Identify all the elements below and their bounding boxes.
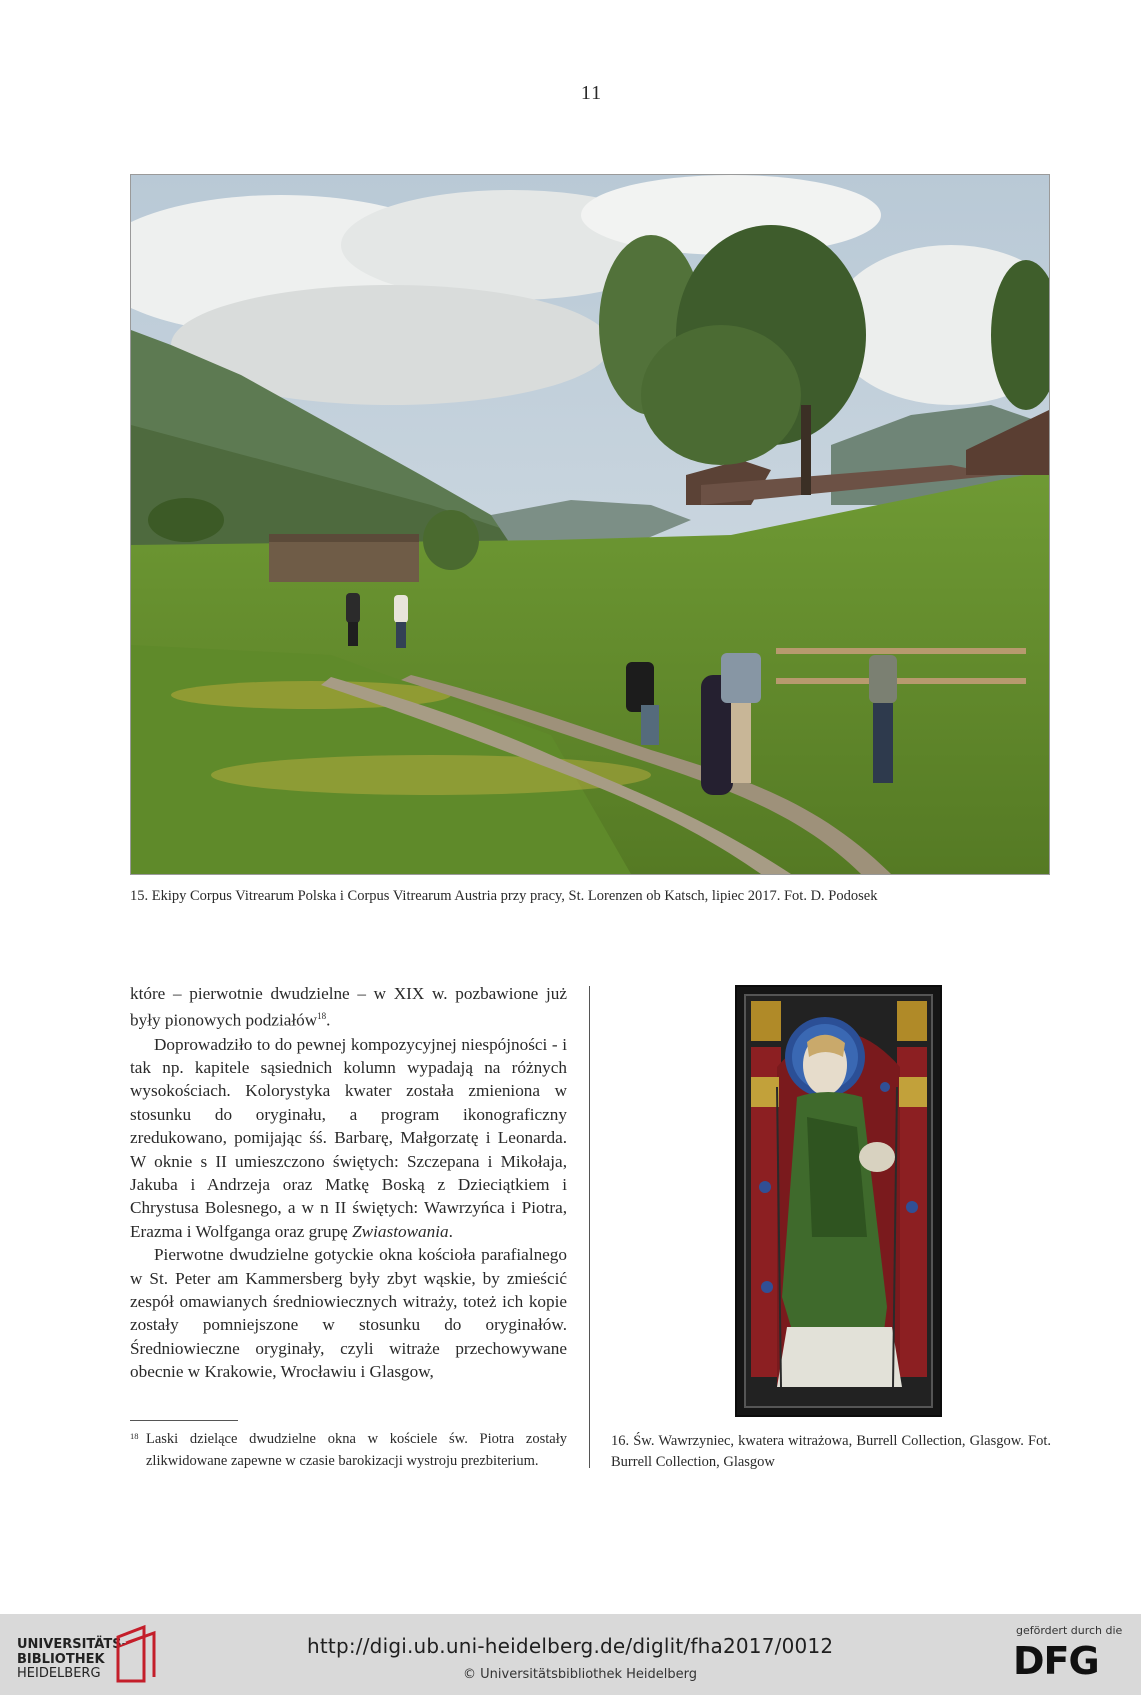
- paragraph-2: Doprowadziło to do pewnej kompozycyjnej niespójności - i tak np. kapitele sąsiednich kolumn wypadają na różnych wysokościach. Kolorystyka kwater została zmieniona w stosunku do oryginału, a program ikonograficzny zredukowano, pomijając śś. Barbarę, Małgorzatę i Leonarda. W oknie s II umieszczono świętych: Szczepana i Mikołaja, Jakuba i Andrzeja oraz Matkę Boską z Dzieciątkiem i Chrystusa Bolesnego, a w n II świętych: Wawrzyńca i Piotra, Erazma i Wolfganga oraz grupę Zwiastowania.: [130, 1034, 567, 1241]
- paragraph-1: które – pierwotnie dwudzielne – w XIX w. pozbawione już były pionowych podziałów$^{18}$.: [130, 984, 567, 1031]
- funding-label: gefördert durch die: [1016, 1624, 1123, 1637]
- copyright-notice: © Universitätsbibliothek Heidelberg: [463, 1667, 698, 1682]
- footer-bar: [0, 1614, 1141, 1695]
- footnote-ref-18: 18: [317, 1011, 327, 1022]
- paragraph-3: Pierwotne dwudzielne gotyckie okna kościoła parafialnego w St. Peter am Kammersberg były zbyt wąskie, by zmieścić zespół omawianych średniowiecznych witraży, toteż ich kopie zostały pomniejszone w stosunku do oryginałów. Średniowieczne oryginały, czyli witraże przechowywane obecnie w Krakowie, Wrocławiu i Glasgow,: [130, 1245, 567, 1382]
- footnote-18: [130, 1428, 567, 1472]
- mountain-meadow-photo: [130, 174, 1050, 875]
- permalink-url[interactable]: http://digi.ub.uni-heidelberg.de/diglit/fha2017/0012: [307, 1634, 834, 1658]
- university-library-logo-icon: [114, 1623, 160, 1685]
- library-name: UNIVERSITÄTS- BIBLIOTHEK HEIDELBERG: [17, 1637, 127, 1681]
- footnote-rule: [130, 1420, 238, 1421]
- body-text-column: [130, 982, 567, 1384]
- dfg-logo: DFG: [1013, 1639, 1099, 1683]
- figure-16-caption: 16. Św. Wawrzyniec, kwatera witrażowa, Burrell Collection, Glasgow. Fot. Burrell Collection, Glasgow: [611, 1433, 1051, 1470]
- stained-glass-panel-image: [735, 985, 942, 1417]
- footnote-number: 18: [130, 1431, 139, 1441]
- column-divider: [589, 986, 590, 1468]
- figure-15-caption: 15. Ekipy Corpus Vitrearum Polska i Corpus Vitrearum Austria przy pracy, St. Lorenzen ob Katsch, lipiec 2017. Fot. D. Podosek: [130, 888, 878, 904]
- page-number: 11: [580, 82, 603, 104]
- footnote-text: Laski dzielące dwudzielne okna w kościele św. Piotra zostały zlikwidowane zapewne w czasie barokizacji wystroju prezbiterium.: [146, 1431, 567, 1469]
